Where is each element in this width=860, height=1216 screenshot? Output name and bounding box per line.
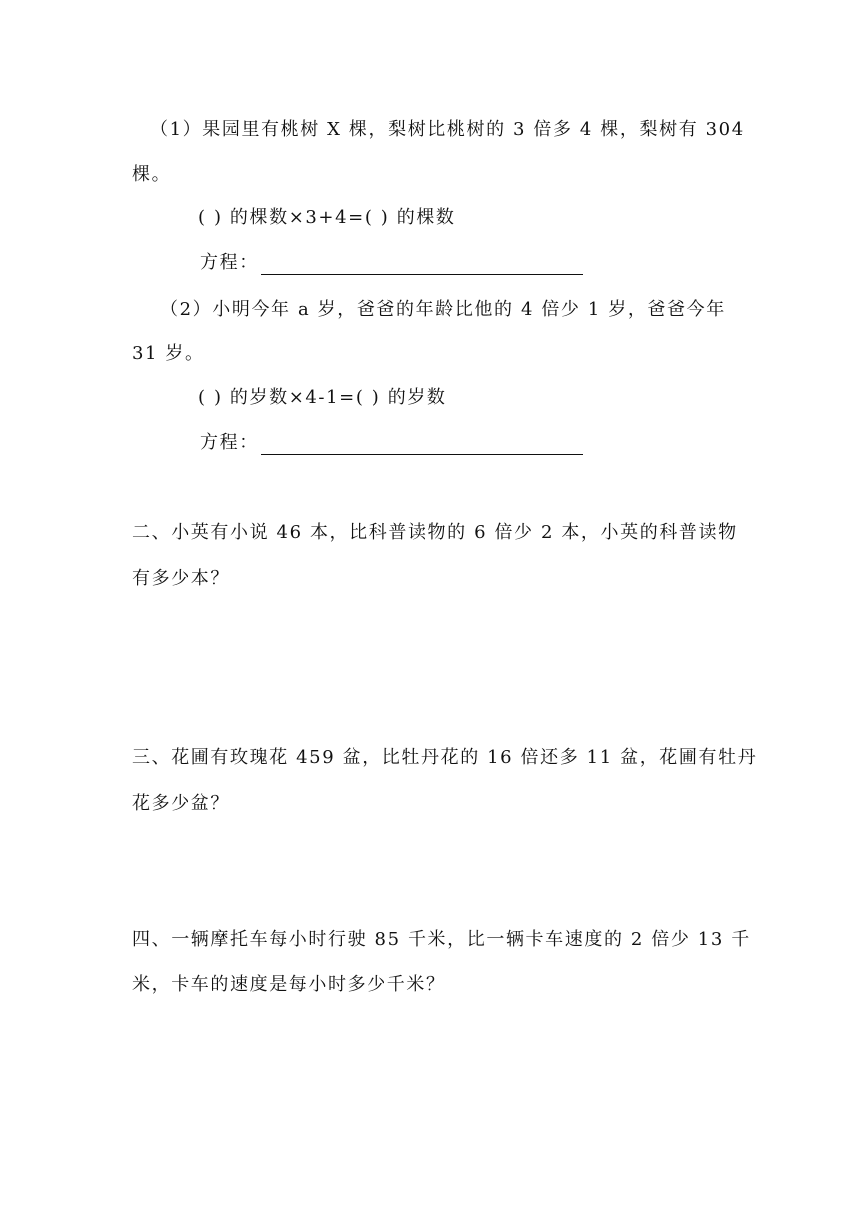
question-4-line-1: 四、一辆摩托车每小时行驶 85 千米，比一辆卡车速度的 2 倍少 13 千: [132, 929, 751, 950]
problem-1-equation-row: [200, 251, 583, 275]
problem-2-answer-blank[interactable]: [261, 436, 583, 455]
problem-2-line-1: （2）小明今年 a 岁，爸爸的年龄比他的 4 倍少 1 岁，爸爸今年: [160, 299, 726, 320]
problem-1-equation-label: 方程：: [200, 252, 259, 273]
problem-1-line-1: （1）果园里有桃树 X 棵，梨树比桃树的 3 倍多 4 棵，梨树有 304: [150, 119, 745, 140]
problem-2-line-2: 31 岁。: [132, 343, 205, 364]
problem-1-relation: ( ) 的棵数×3+4=( ) 的棵数: [198, 207, 456, 228]
problem-1-line-2: 棵。: [132, 164, 172, 185]
question-4-line-2: 米，卡车的速度是每小时多少千米？: [132, 974, 446, 995]
problem-1-answer-blank[interactable]: [261, 256, 583, 275]
question-2-line-1: 二、小英有小说 46 本，比科普读物的 6 倍少 2 本，小英的科普读物: [132, 522, 738, 543]
problem-2-relation: ( ) 的岁数×4-1=( ) 的岁数: [198, 387, 447, 408]
question-3-line-2: 花多少盆？: [132, 793, 230, 814]
problem-2-equation-label: 方程：: [200, 432, 259, 453]
question-2-line-2: 有多少本？: [132, 568, 230, 589]
question-3-line-1: 三、花圃有玫瑰花 459 盆，比牡丹花的 16 倍还多 11 盆，花圃有牡丹: [132, 747, 758, 768]
problem-2-equation-row: [200, 431, 583, 455]
